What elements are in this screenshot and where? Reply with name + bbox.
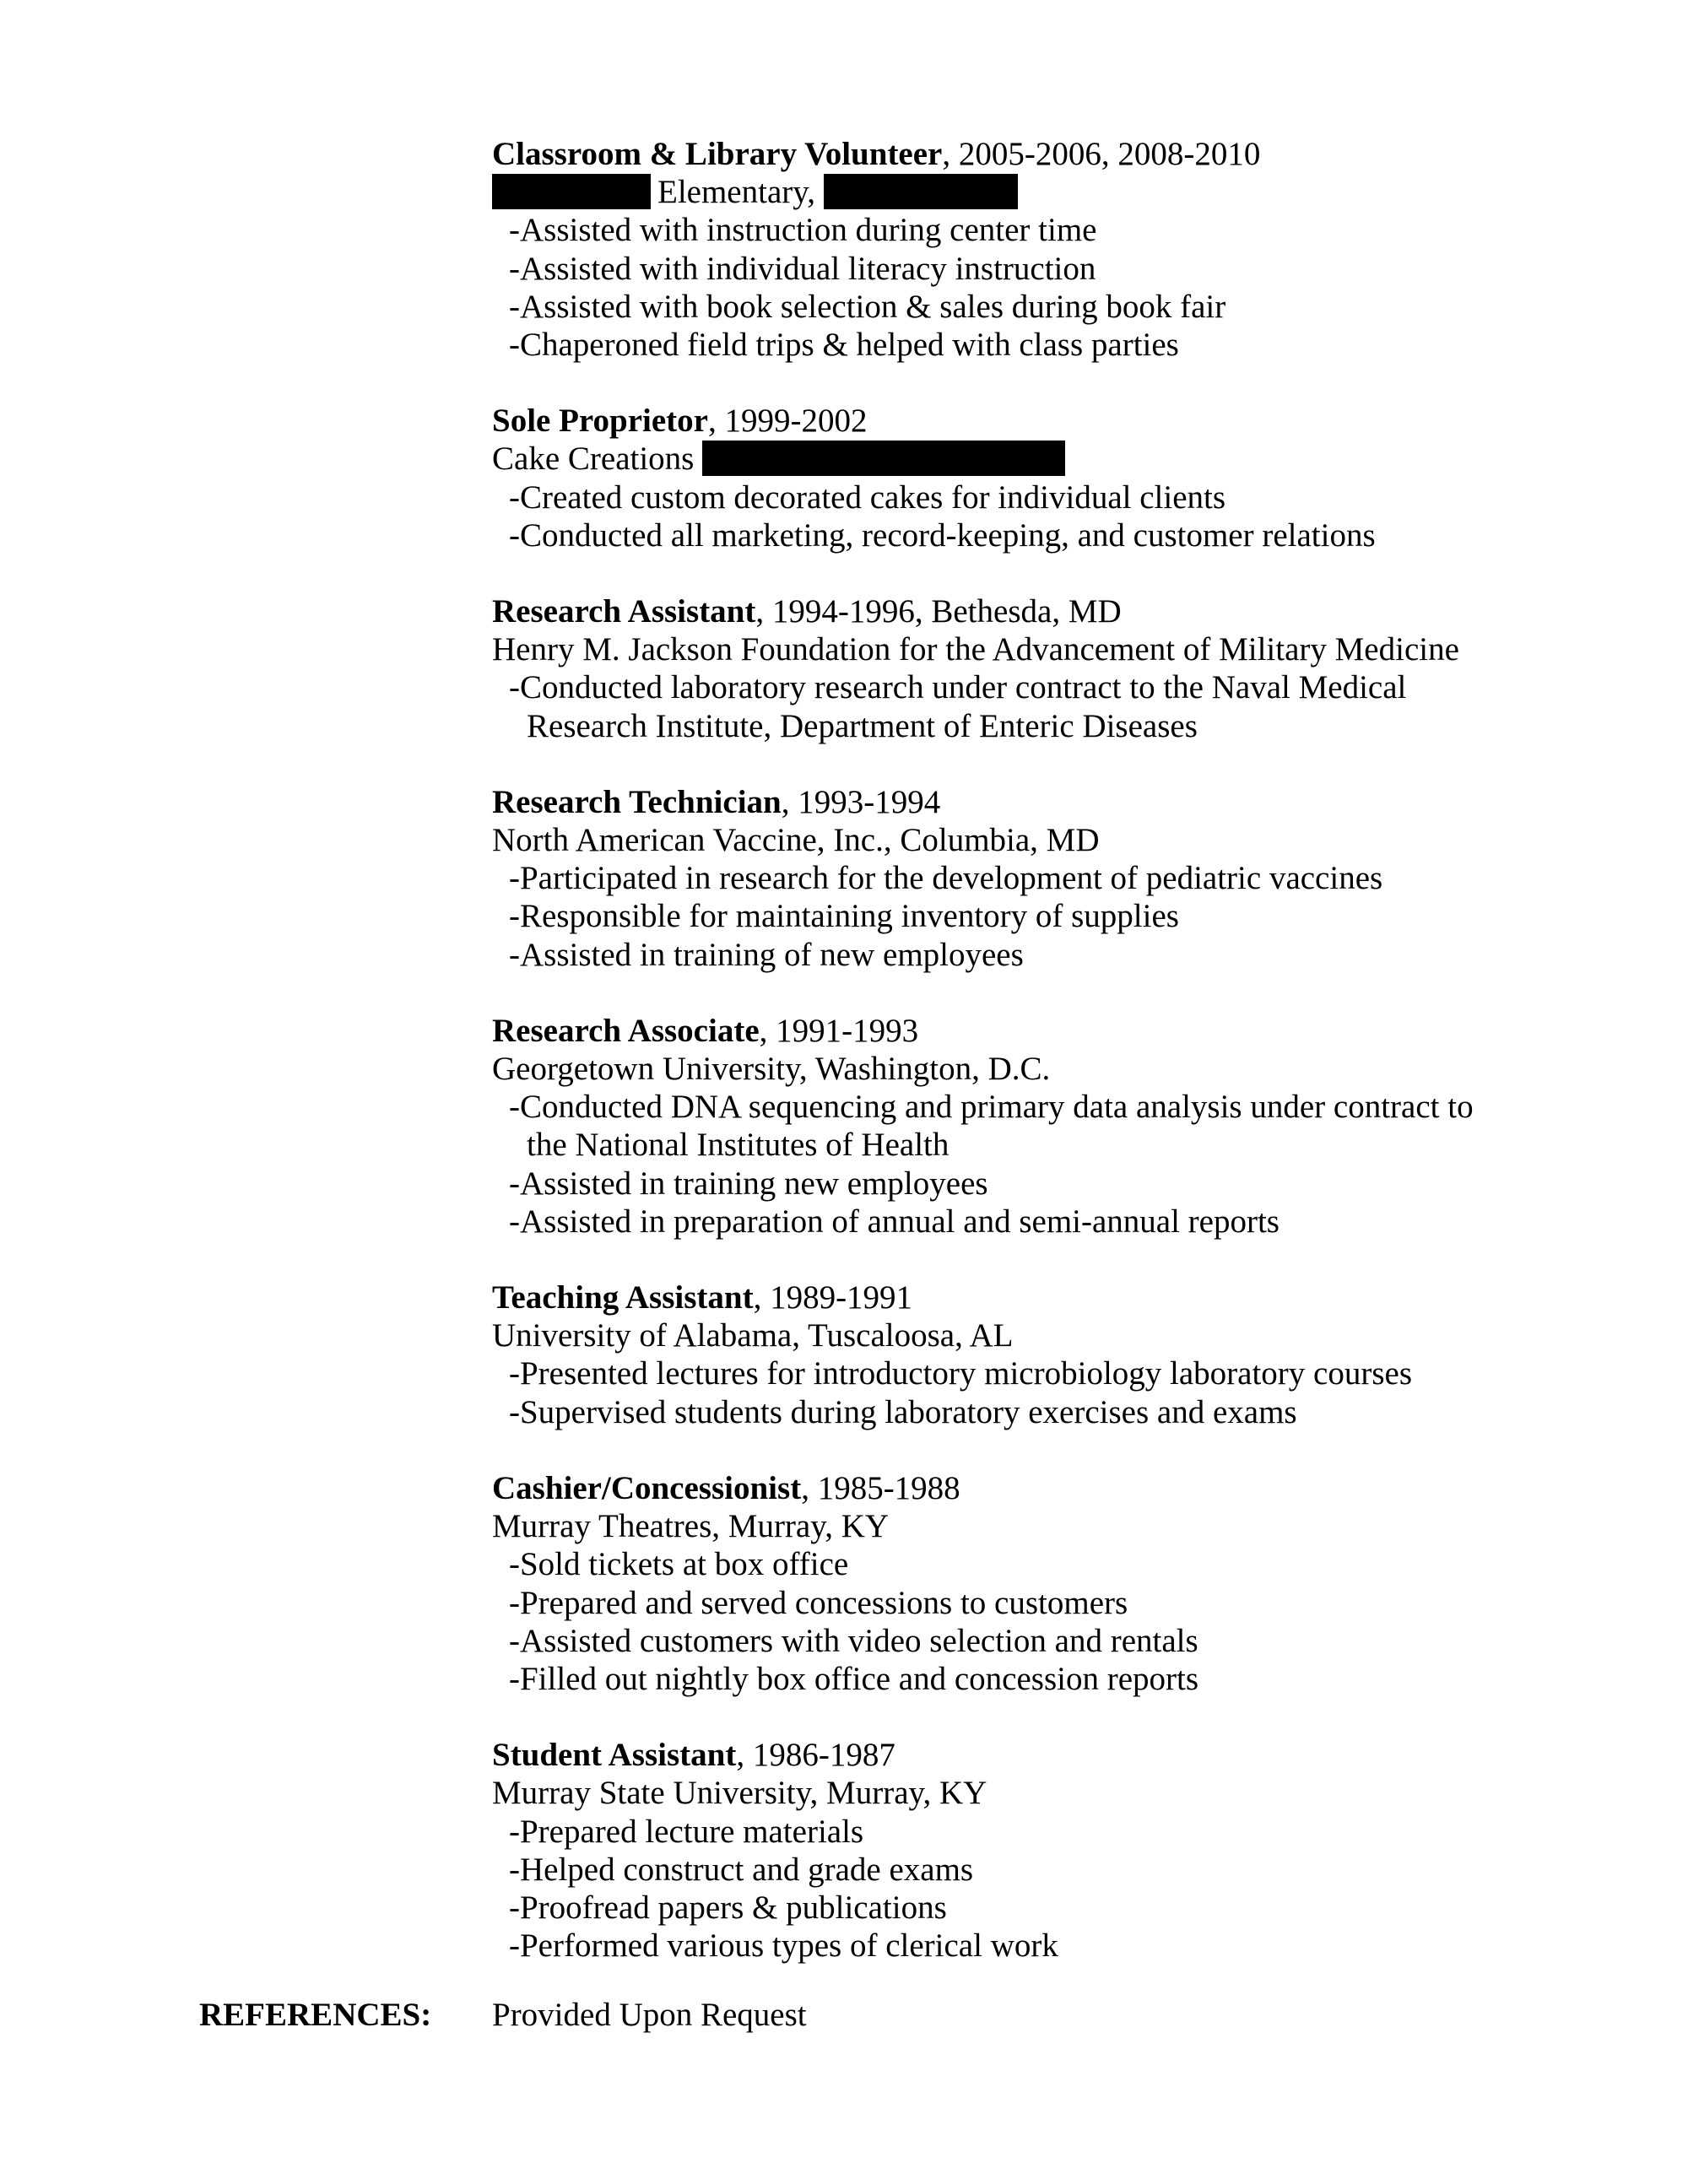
job-title: Teaching Assistant [492, 1279, 754, 1316]
job-heading [492, 783, 1555, 821]
job-entry-research-assistant [492, 592, 1555, 745]
job-dates: , 1999-2002 [707, 403, 868, 440]
job-bullet: -Responsible for maintaining inventory of supplies [509, 898, 1179, 935]
references-label: REFERENCES: [199, 1997, 432, 2033]
job-bullet: -Assisted in preparation of annual and semi-annual reports [509, 1203, 1280, 1240]
job-bullet: -Prepared lecture materials [509, 1813, 864, 1850]
job-bullet: -Proofread papers & publications [509, 1889, 947, 1926]
job-dates: , 1991-1993 [759, 1012, 919, 1049]
job-bullet: -Prepared and served concessions to customers [509, 1584, 1128, 1621]
job-org-text: Cake Creations [492, 441, 695, 478]
job-bullet: -Conducted all marketing, record-keeping, and customer relations [509, 516, 1376, 554]
job-entry-research-associate [492, 1012, 1555, 1241]
experience-column [492, 135, 1555, 2003]
job-bullet: -Chaperoned field trips & helped with class parties [509, 327, 1179, 364]
job-heading [492, 1279, 1555, 1316]
job-bullet: -Assisted in training of new employees [509, 936, 1024, 973]
job-bullet: -Assisted customers with video selection and rentals [509, 1622, 1198, 1659]
job-entry-student-assistant [492, 1736, 1555, 1965]
job-dates: , 1986-1987 [736, 1737, 895, 1774]
job-organization: North American Vaccine, Inc., Columbia, MD [492, 822, 1100, 859]
job-title: Research Associate [492, 1012, 760, 1049]
job-entry-volunteer [492, 135, 1555, 364]
job-dates: , 1989-1991 [753, 1279, 913, 1316]
job-bullet: -Created custom decorated cakes for individual clients [509, 478, 1226, 516]
job-organization: Henry M. Jackson Foundation for the Advancement of Military Medicine [492, 631, 1459, 668]
job-bullet-continuation: Research Institute, Department of Enteric Diseases [527, 707, 1198, 744]
job-org-text: Elementary, [657, 174, 815, 211]
job-organization: Murray State University, Murray, KY [492, 1775, 987, 1812]
job-bullet: -Helped construct and grade exams [509, 1851, 974, 1888]
job-heading [492, 1012, 1555, 1050]
job-organization [492, 173, 1555, 211]
job-bullet: -Assisted with book selection & sales during book fair [509, 288, 1226, 325]
job-heading [492, 592, 1555, 630]
job-heading [492, 1736, 1555, 1774]
job-bullet: -Assisted with instruction during center time [509, 212, 1097, 249]
references-value: Provided Upon Request [492, 1997, 807, 2033]
job-heading [492, 402, 1555, 440]
job-organization: Georgetown University, Washington, D.C. [492, 1051, 1051, 1088]
job-bullet: -Performed various types of clerical work [509, 1927, 1058, 1965]
job-organization: University of Alabama, Tuscaloosa, AL [492, 1317, 1014, 1354]
job-entry-teaching-assistant [492, 1279, 1555, 1431]
job-organization: Murray Theatres, Murray, KY [492, 1508, 890, 1545]
job-bullet: -Conducted DNA sequencing and primary data analysis under contract to [509, 1089, 1474, 1126]
redaction-bar [824, 174, 1018, 209]
job-entry-cashier [492, 1469, 1555, 1698]
job-heading [492, 1469, 1555, 1507]
job-bullet: -Assisted in training new employees [509, 1165, 988, 1202]
job-bullet-continuation: the National Institutes of Health [527, 1127, 950, 1164]
redaction-bar [492, 174, 651, 209]
job-title: Classroom & Library Volunteer [492, 136, 943, 172]
job-bullet: -Participated in research for the development of pediatric vaccines [509, 860, 1383, 897]
job-bullet: -Assisted with individual literacy instruction [509, 250, 1096, 287]
job-title: Sole Proprietor [492, 403, 708, 440]
job-bullet: -Sold tickets at box office [509, 1546, 849, 1583]
redaction-bar [702, 441, 1065, 476]
job-organization [492, 440, 1555, 478]
job-title: Research Technician [492, 783, 782, 820]
job-dates: , 1994-1996, Bethesda, MD [755, 593, 1122, 630]
job-dates: , 1993-1994 [781, 783, 941, 820]
job-entry-sole-proprietor [492, 402, 1555, 554]
job-bullet: -Supervised students during laboratory exercises and exams [509, 1393, 1297, 1430]
job-bullet: -Filled out nightly box office and concession reports [509, 1660, 1199, 1697]
job-bullet: -Conducted laboratory research under contract to the Naval Medical [509, 669, 1407, 706]
job-bullet: -Presented lectures for introductory microbiology laboratory courses [509, 1355, 1413, 1392]
job-dates: , 2005-2006, 2008-2010 [942, 136, 1261, 172]
job-entry-research-technician [492, 783, 1555, 974]
job-dates: , 1985-1988 [801, 1469, 960, 1506]
job-title: Student Assistant [492, 1737, 737, 1774]
job-heading [492, 135, 1555, 173]
job-title: Research Assistant [492, 593, 756, 630]
job-title: Cashier/Concessionist [492, 1469, 802, 1506]
